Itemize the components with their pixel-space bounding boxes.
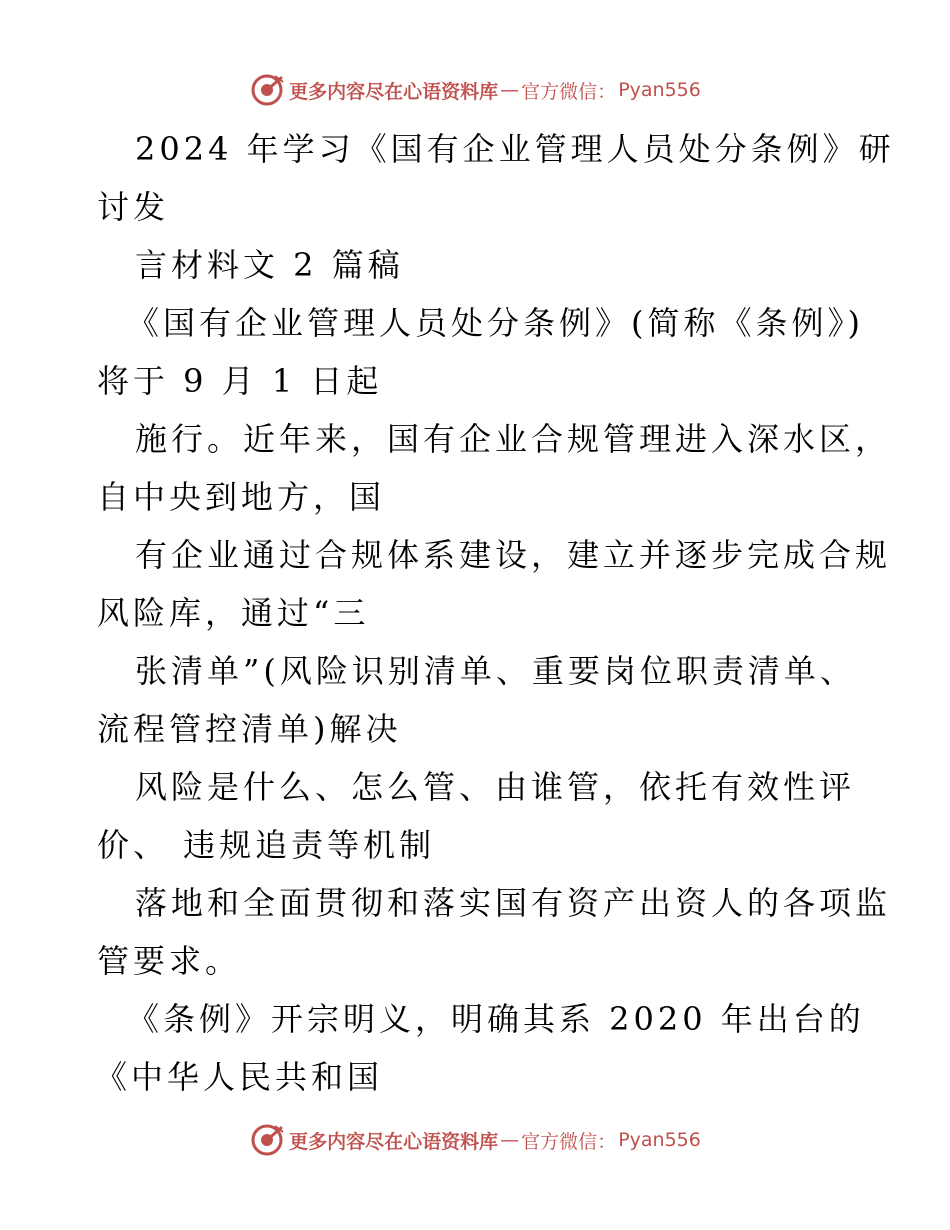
footer-banner <box>0 1120 950 1160</box>
header-banner <box>0 70 950 110</box>
doc-line-16: 《条例》开宗明义，明确其系 2020 年出台的 <box>127 1000 865 1038</box>
doc-line-9: 风险库，通过“三 <box>97 594 370 632</box>
doc-line-12: 风险是什么、怎么管、由谁管，依托有效性评 <box>135 768 856 806</box>
doc-line-4: 《国有企业管理人员处分条例》(简称《条例》) <box>127 304 864 342</box>
doc-line-6: 施行。近年来，国有企业合规管理进入深水区， <box>135 420 892 458</box>
footer-banner-official-label: 官方微信： <box>521 1130 617 1153</box>
banner-official-label: 官方微信： <box>521 80 617 103</box>
banner-title: 更多内容尽在心语资料库 <box>289 80 499 103</box>
banner-separator: — <box>500 79 520 101</box>
doc-line-3: 言材料文 2 篇稿 <box>135 246 404 284</box>
doc-line-10: 张清单”(风险识别清单、重要岗位职责清单、 <box>135 652 856 690</box>
pen-nib-logo-icon <box>249 1122 285 1158</box>
pen-nib-logo-icon <box>249 72 285 108</box>
doc-line-2: 讨发 <box>97 188 170 226</box>
doc-line-8: 有企业通过合规体系建设，建立并逐步完成合规 <box>135 536 892 574</box>
footer-banner-title: 更多内容尽在心语资料库 <box>289 1130 499 1153</box>
doc-line-17: 《中华人民共和国 <box>95 1058 384 1096</box>
doc-line-13: 价、 违规追责等机制 <box>97 826 436 864</box>
doc-line-11: 流程管控清单)解决 <box>97 710 402 748</box>
doc-line-14: 落地和全面贯彻和落实国有资产出资人的各项监 <box>135 884 892 922</box>
footer-banner-separator: — <box>500 1129 520 1151</box>
doc-line-7: 自中央到地方，国 <box>97 478 386 516</box>
footer-banner-wechat-id: Pyan556 <box>618 1129 701 1151</box>
doc-line-5: 将于 9 月 1 日起 <box>97 362 383 400</box>
doc-line-15: 管要求。 <box>97 942 242 980</box>
document-body <box>95 120 895 1106</box>
doc-line-1: 2024 年学习《国有企业管理人员处分条例》研 <box>135 130 895 168</box>
banner-wechat-id: Pyan556 <box>618 79 701 101</box>
